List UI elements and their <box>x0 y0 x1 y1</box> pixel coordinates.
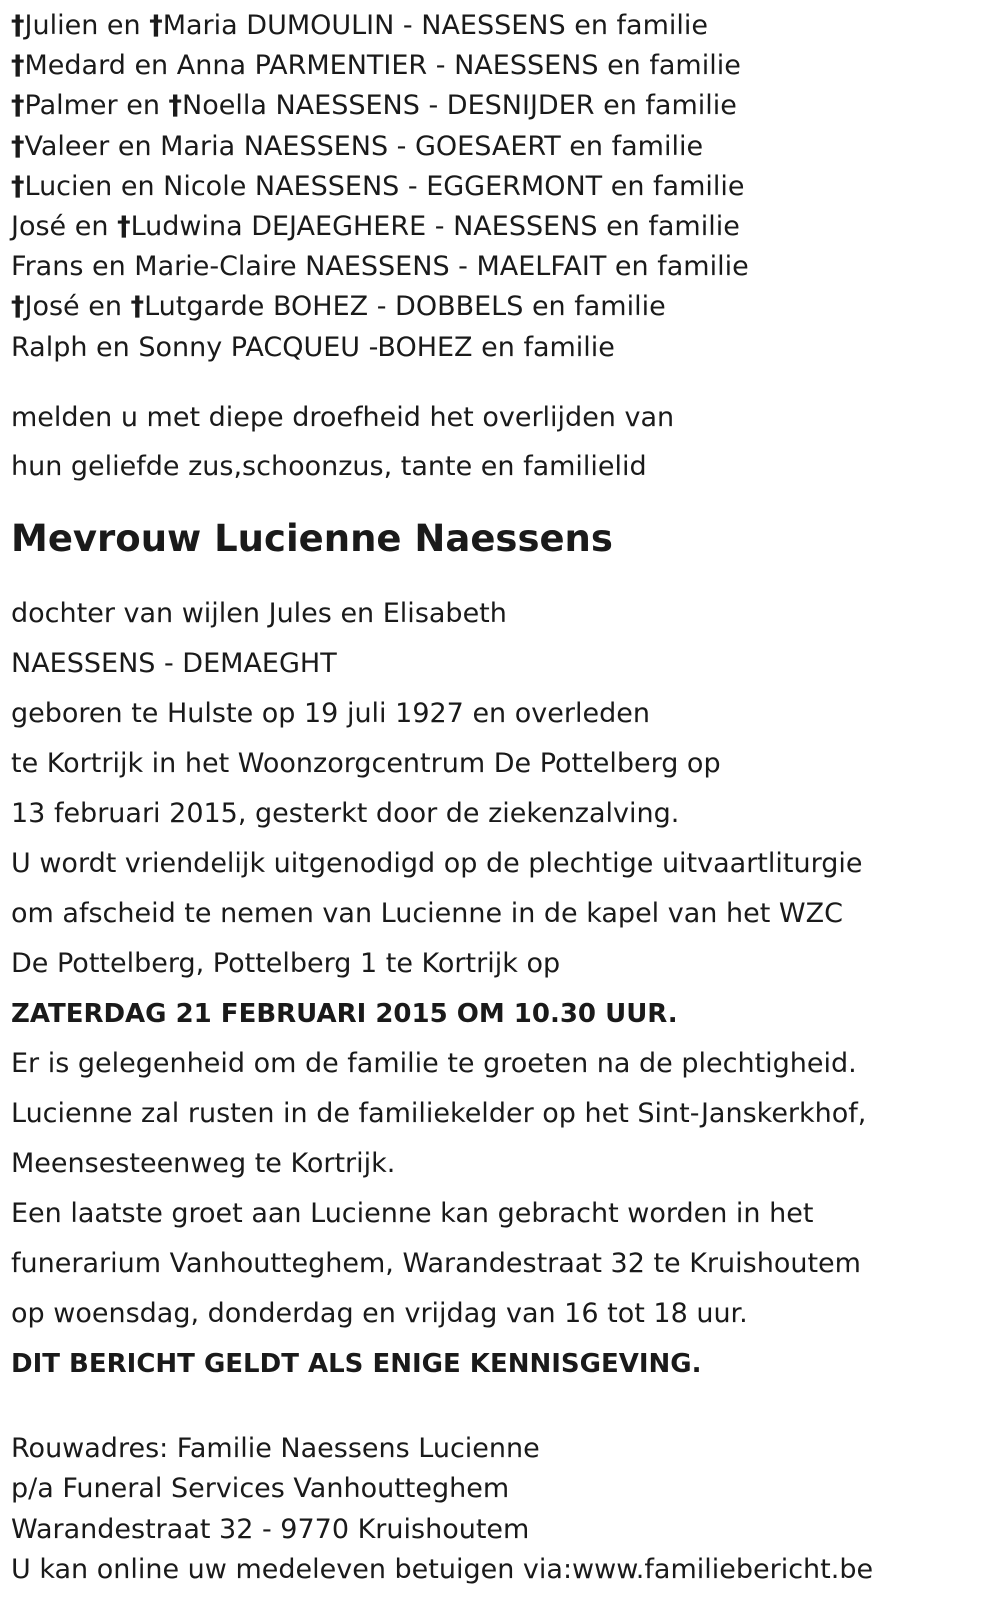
body-line: Meensesteenweg te Kortrijk. <box>11 1147 396 1179</box>
intro-block <box>11 393 1000 491</box>
body-line: Lucienne zal rusten in de familiekelder op het Sint-Janskerkhof, <box>11 1097 867 1129</box>
family-text: Julien en <box>24 10 150 41</box>
family-text: Maria DUMOULIN - NAESSENS en familie <box>162 10 709 41</box>
family-text: José en <box>24 291 131 323</box>
cross-icon: † <box>11 90 25 122</box>
intro-line-2: hun geliefde zus,schoonzus, tante en familielid <box>11 450 647 482</box>
family-line <box>11 287 1000 327</box>
family-text: Palmer en <box>24 90 169 122</box>
family-text: Lucien en Nicole NAESSENS - EGGERMONT en familie <box>24 170 745 202</box>
emphasis-line: ZATERDAG 21 FEBRUARI 2015 OM 10.30 UUR. <box>11 998 678 1029</box>
address-block <box>11 1429 1000 1591</box>
address-line-1: Rouwadres: Familie Naessens Lucienne <box>11 1432 540 1464</box>
cross-icon: † <box>117 210 131 242</box>
body-line: op woensdag, donderdag en vrijdag van 16 tot 18 uur. <box>11 1297 748 1329</box>
family-line <box>11 207 1000 247</box>
family-line <box>11 328 1000 368</box>
deceased-name: Mevrouw Lucienne Naessens <box>11 516 613 560</box>
cross-icon: † <box>168 90 183 122</box>
body-line: geboren te Hulste op 19 juli 1927 en overleden <box>11 697 650 729</box>
emphasis-line: DIT BERICHT GELDT ALS ENIGE KENNISGEVING. <box>11 1348 702 1379</box>
cross-icon: † <box>11 291 25 323</box>
cross-icon: † <box>130 291 145 323</box>
family-text: José en <box>11 210 118 242</box>
family-text: Ludwina DEJAEGHERE - NAESSENS en familie <box>130 210 740 242</box>
family-line <box>11 127 1000 167</box>
body-line: funerarium Vanhoutteghem, Warandestraat 32 te Kruishoutem <box>11 1247 861 1279</box>
family-text: Valeer en Maria NAESSENS - GOESAERT en familie <box>24 130 704 162</box>
family-text: Noella NAESSENS - DESNIJDER en familie <box>182 90 737 122</box>
family-line <box>11 247 1000 287</box>
cross-icon: † <box>11 130 25 162</box>
family-line <box>11 6 1000 46</box>
body-line: dochter van wijlen Jules en Elisabeth <box>11 597 507 629</box>
announcement-body <box>11 589 1000 1389</box>
family-text: Medard en Anna PARMENTIER - NAESSENS en familie <box>24 50 741 82</box>
body-line: te Kortrijk in het Woonzorgcentrum De Pottelberg op <box>11 747 721 779</box>
address-line-2: p/a Funeral Services Vanhoutteghem <box>11 1473 510 1505</box>
cross-icon: † <box>149 10 163 41</box>
body-line: om afscheid te nemen van Lucienne in de kapel van het WZC <box>11 897 843 929</box>
family-text: Frans en Marie-Claire NAESSENS - MAELFAIT en familie <box>11 251 749 283</box>
cross-icon: † <box>11 50 25 82</box>
body-line: De Pottelberg, Pottelberg 1 te Kortrijk op <box>11 947 561 979</box>
body-line: U wordt vriendelijk uitgenodigd op de plechtige uitvaartliturgie <box>11 847 863 879</box>
family-line <box>11 167 1000 207</box>
family-list <box>11 0 1000 368</box>
body-line: 13 februari 2015, gesterkt door de ziekenzalving. <box>11 797 680 829</box>
family-text: Ralph en Sonny PACQUEU -BOHEZ en familie <box>11 331 615 363</box>
body-line: Er is gelegenheid om de familie te groeten na de plechtigheid. <box>11 1047 857 1079</box>
address-line-4: U kan online uw medeleven betuigen via:www.familiebericht.be <box>11 1554 874 1586</box>
family-text: Lutgarde BOHEZ - DOBBELS en familie <box>144 291 666 323</box>
cross-icon: † <box>11 10 25 41</box>
intro-line-1: melden u met diepe droefheid het overlijden van <box>11 401 675 433</box>
family-line <box>11 46 1000 86</box>
cross-icon: † <box>11 170 25 202</box>
address-line-3: Warandestraat 32 - 9770 Kruishoutem <box>11 1513 530 1545</box>
body-line: Een laatste groet aan Lucienne kan gebracht worden in het <box>11 1197 814 1229</box>
body-line: NAESSENS - DEMAEGHT <box>11 647 337 679</box>
family-line <box>11 86 1000 126</box>
